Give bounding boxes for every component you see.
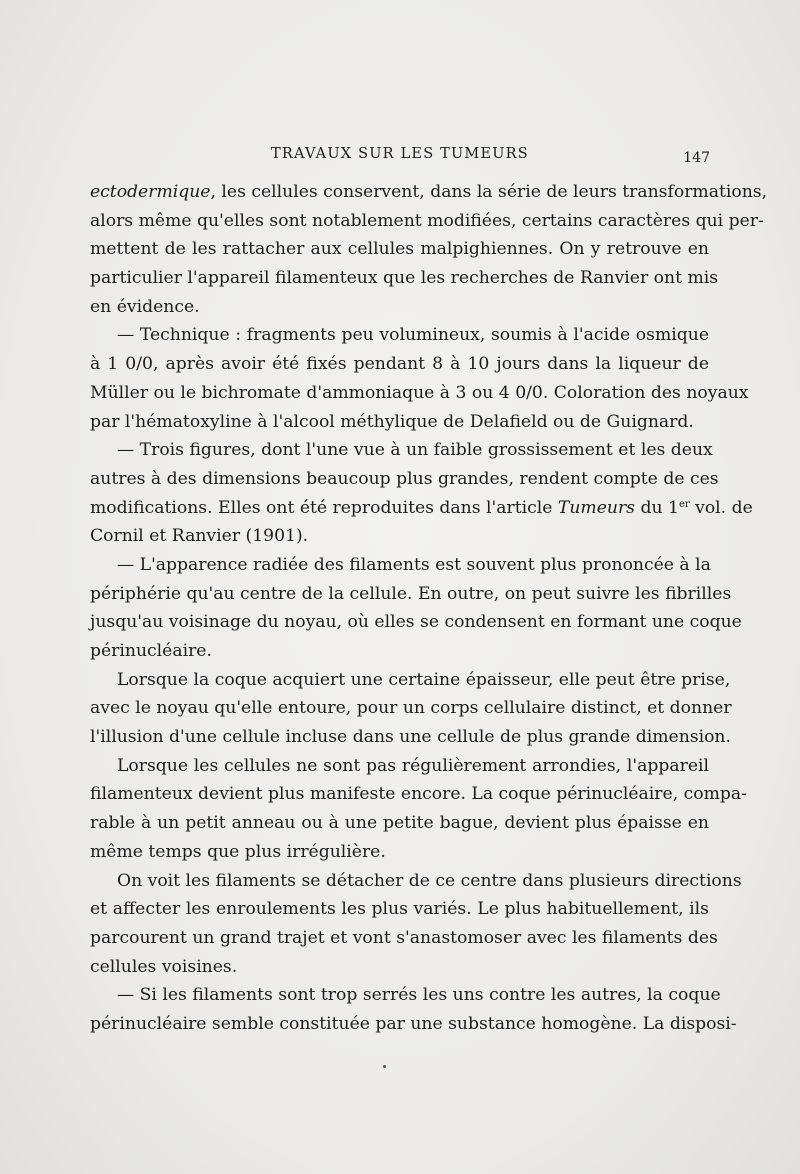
text-line: — L'apparence radiée des filaments est souvent plus prononcée à la: [117, 554, 711, 575]
text-line: Müller ou le bichromate d'ammoniaque à 3 ou 4 0/0. Coloration des noyaux: [90, 382, 749, 403]
text-line: avec le noyau qu'elle entoure, pour un corps cellulaire distinct, et donner: [90, 698, 732, 719]
text-line: l'illusion d'une cellule incluse dans une cellule de plus grande dimension.: [90, 727, 731, 748]
text-line: rable à un petit anneau ou à une petite bague, devient plus épaisse en: [90, 813, 709, 834]
text-line: cellules voisines.: [90, 956, 238, 977]
running-head: [90, 146, 710, 168]
text-line: parcourent un grand trajet et vont s'anastomoser avec les filaments des: [90, 927, 718, 948]
text-line: On voit les filaments se détacher de ce centre dans plusieurs directions: [117, 870, 742, 891]
text-line: alors même qu'elles sont notablement modifiées, certains caractères qui per-: [90, 210, 764, 231]
text-line: jusqu'au voisinage du noyau, où elles se condensent en formant une coque: [90, 612, 742, 633]
text-line: ectodermique, les cellules conservent, dans la série de leurs transformations,: [90, 182, 768, 202]
italic-term: ectodermique: [90, 182, 211, 202]
text-line: — Technique : fragments peu volumineux, soumis à l'acide osmique: [117, 325, 709, 346]
italic-title: Tumeurs: [557, 497, 635, 518]
text-line: par l'hématoxyline à l'alcool méthylique de Delafield ou de Guignard.: [90, 411, 694, 432]
text-line: — Trois figures, dont l'une vue à un faible grossissement et les deux: [117, 440, 713, 461]
text-line: autres à des dimensions beaucoup plus grandes, rendent compte de ces: [90, 468, 719, 489]
text-line: — Si les filaments sont trop serrés les uns contre les autres, la coque: [117, 985, 721, 1006]
running-title: TRAVAUX SUR LES TUMEURS: [271, 146, 529, 162]
text-line: mettent de les rattacher aux cellules malpighiennes. On y retrouve en: [90, 239, 709, 260]
ink-speck: [383, 1065, 386, 1068]
text-line: et affecter les enroulements les plus variés. Le plus habituellement, ils: [90, 899, 709, 920]
text-line: en évidence.: [90, 296, 200, 317]
text-line: Lorsque la coque acquiert une certaine épaisseur, elle peut être prise,: [117, 669, 731, 690]
text-line: Lorsque les cellules ne sont pas régulièrement arrondies, l'appareil: [117, 755, 709, 776]
text-line: modifications. Elles ont été reproduites dans l'article Tumeurs du 1er vol. de: [90, 497, 753, 518]
text-line: à 1 0/0, après avoir été fixés pendant 8 à 10 jours dans la liqueur de: [90, 354, 709, 375]
body-text: [90, 178, 768, 1039]
text-line: même temps que plus irrégulière.: [90, 841, 386, 862]
text-line: périnucléaire.: [90, 641, 212, 661]
ordinal-superscript: er: [678, 498, 690, 510]
page-number: 147: [683, 150, 710, 166]
text-line: filamenteux devient plus manifeste encore. La coque périnucléaire, compa-: [90, 784, 747, 805]
text-line: périphérie qu'au centre de la cellule. En outre, on peut suivre les fibrilles: [90, 583, 732, 604]
text-line: Cornil et Ranvier (1901).: [90, 526, 309, 547]
text-line: particulier l'appareil filamenteux que les recherches de Ranvier ont mis: [90, 268, 719, 289]
text-line: périnucléaire semble constituée par une substance homogène. La disposi-: [90, 1013, 737, 1034]
